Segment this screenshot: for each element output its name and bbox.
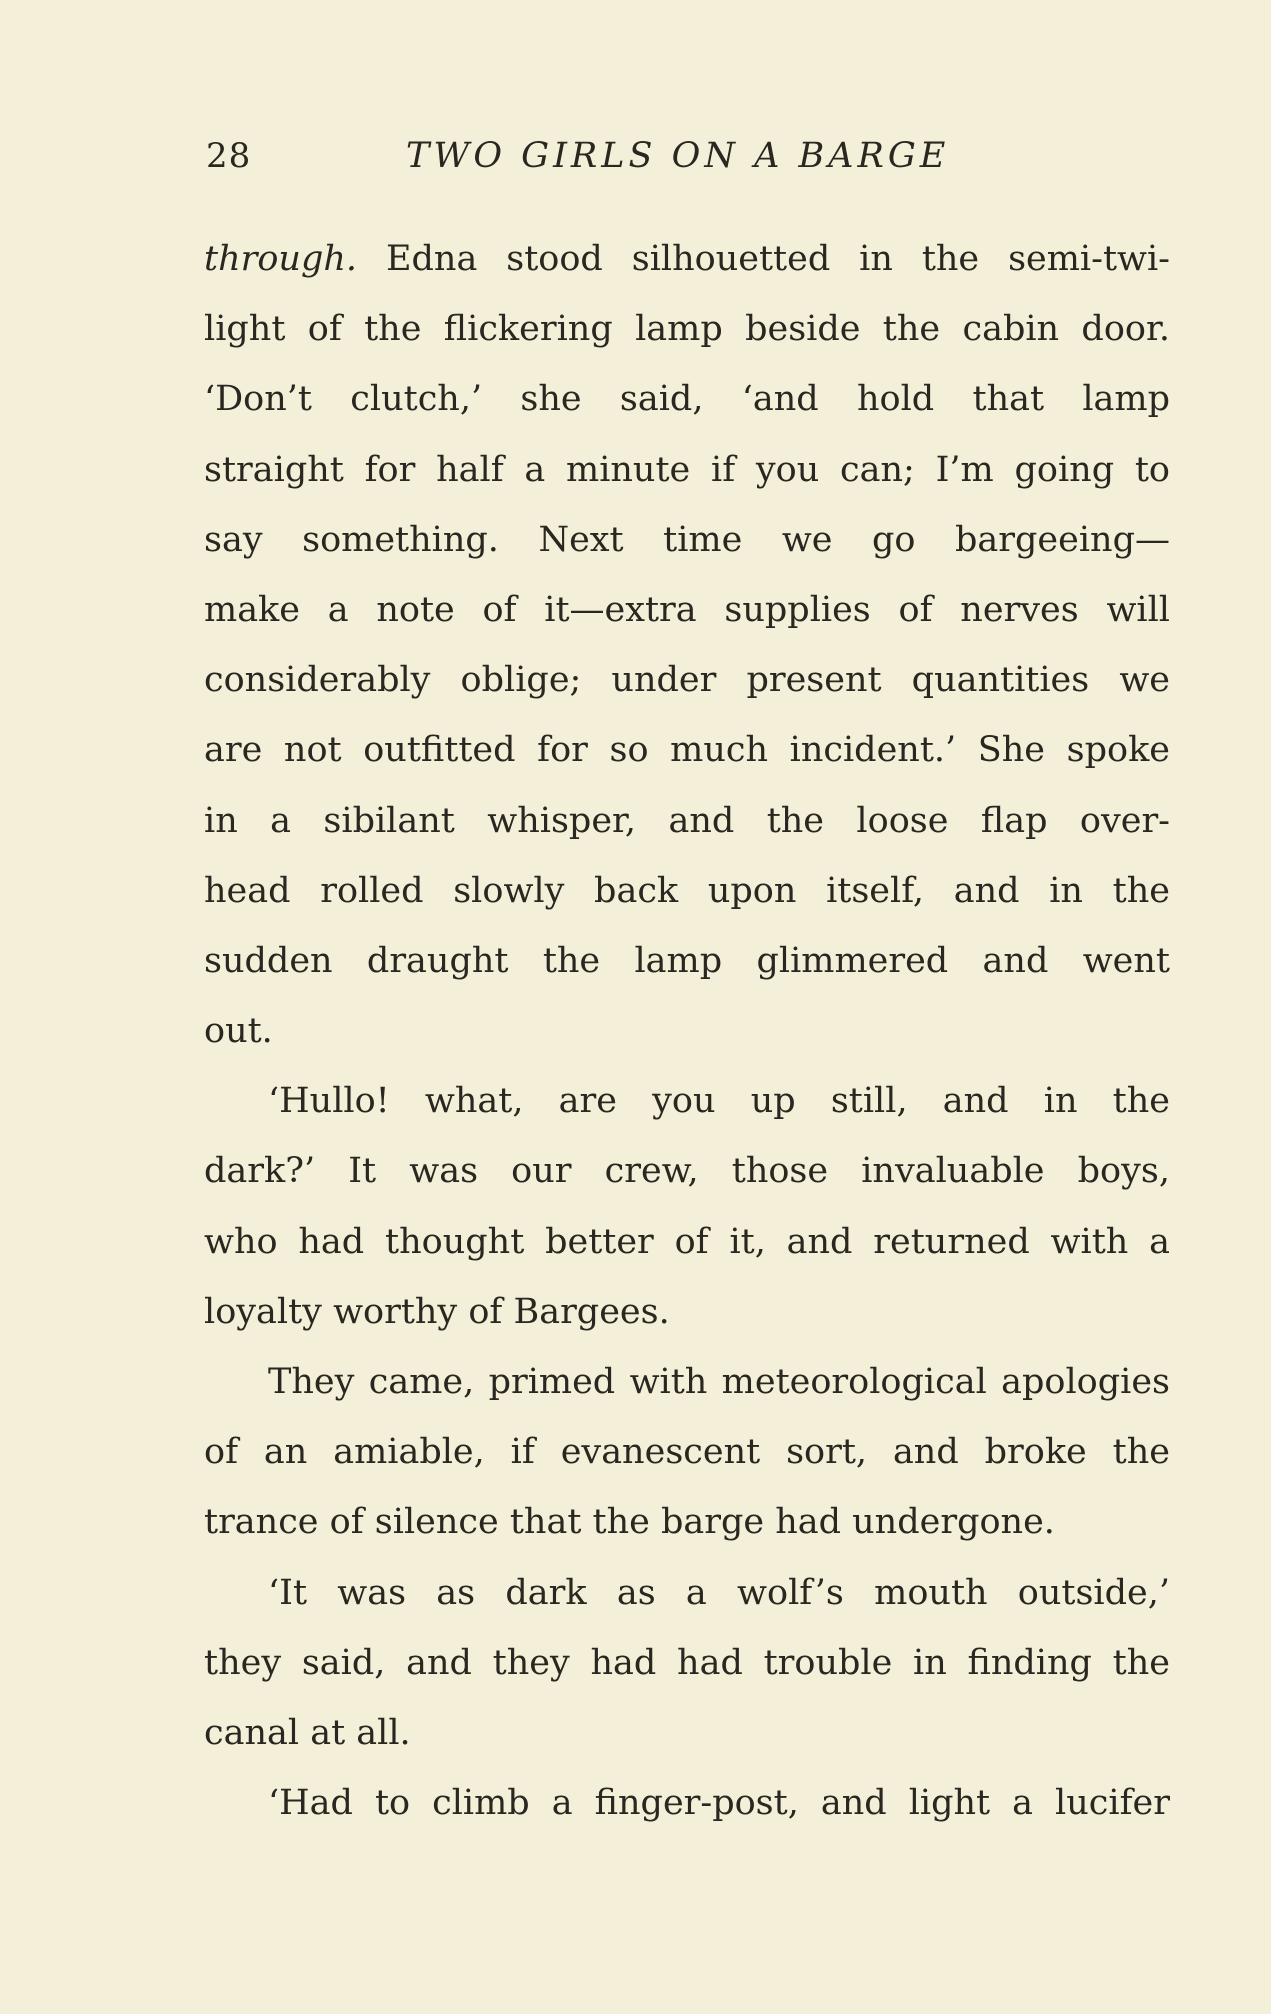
text-line: ‘Had to climb a finger-post, and light a lucifer <box>268 1783 1170 1824</box>
page-header <box>206 136 1169 186</box>
text-line: say something. Next time we go bargeeing— <box>204 519 1170 560</box>
body-text <box>204 224 1170 1838</box>
text-line: ‘Don’t clutch,’ she said, ‘and hold that lamp <box>204 379 1170 420</box>
text-line: loyalty worthy of Bargees. <box>204 1291 670 1332</box>
text-line: dark?’ It was our crew, those invaluable boys, <box>204 1151 1170 1192</box>
italic-word: through. <box>204 239 358 279</box>
text-line: in a sibilant whisper, and the loose flap over- <box>204 800 1170 841</box>
line-text: Edna stood silhouetted in the semi-twi- <box>357 239 1170 279</box>
text-line: canal at all. <box>204 1712 411 1753</box>
text-line: light of the flickering lamp beside the cabin door. <box>204 309 1170 350</box>
text-line: considerably oblige; under present quantities we <box>204 660 1170 701</box>
text-line: straight for half a minute if you can; I’m going to <box>204 449 1170 490</box>
text-line: of an amiable, if evanescent sort, and broke the <box>204 1432 1170 1473</box>
text-line: They came, primed with meteorological apologies <box>268 1362 1170 1402</box>
text-line: trance of silence that the barge had undergone. <box>204 1502 1055 1543</box>
page-number: 28 <box>206 136 252 176</box>
text-line: who had thought better of it, and returned with a <box>204 1221 1170 1262</box>
text-line <box>204 224 1170 294</box>
text-line: sudden draught the lamp glimmered and went <box>204 940 1170 981</box>
text-line: they said, and they had had trouble in finding the <box>204 1642 1170 1683</box>
text-line: ‘Hullo! what, are you up still, and in the <box>268 1081 1170 1122</box>
text-line: head rolled slowly back upon itself, and in the <box>204 870 1170 911</box>
text-line: make a note of it—extra supplies of nerves will <box>204 589 1170 630</box>
text-line: ‘It was as dark as a wolf’s mouth outside,’ <box>268 1572 1170 1613</box>
running-title: TWO GIRLS ON A BARGE <box>406 136 950 176</box>
text-line: are not outfitted for so much incident.’ She spoke <box>204 730 1170 771</box>
text-line: out. <box>204 1011 273 1052</box>
